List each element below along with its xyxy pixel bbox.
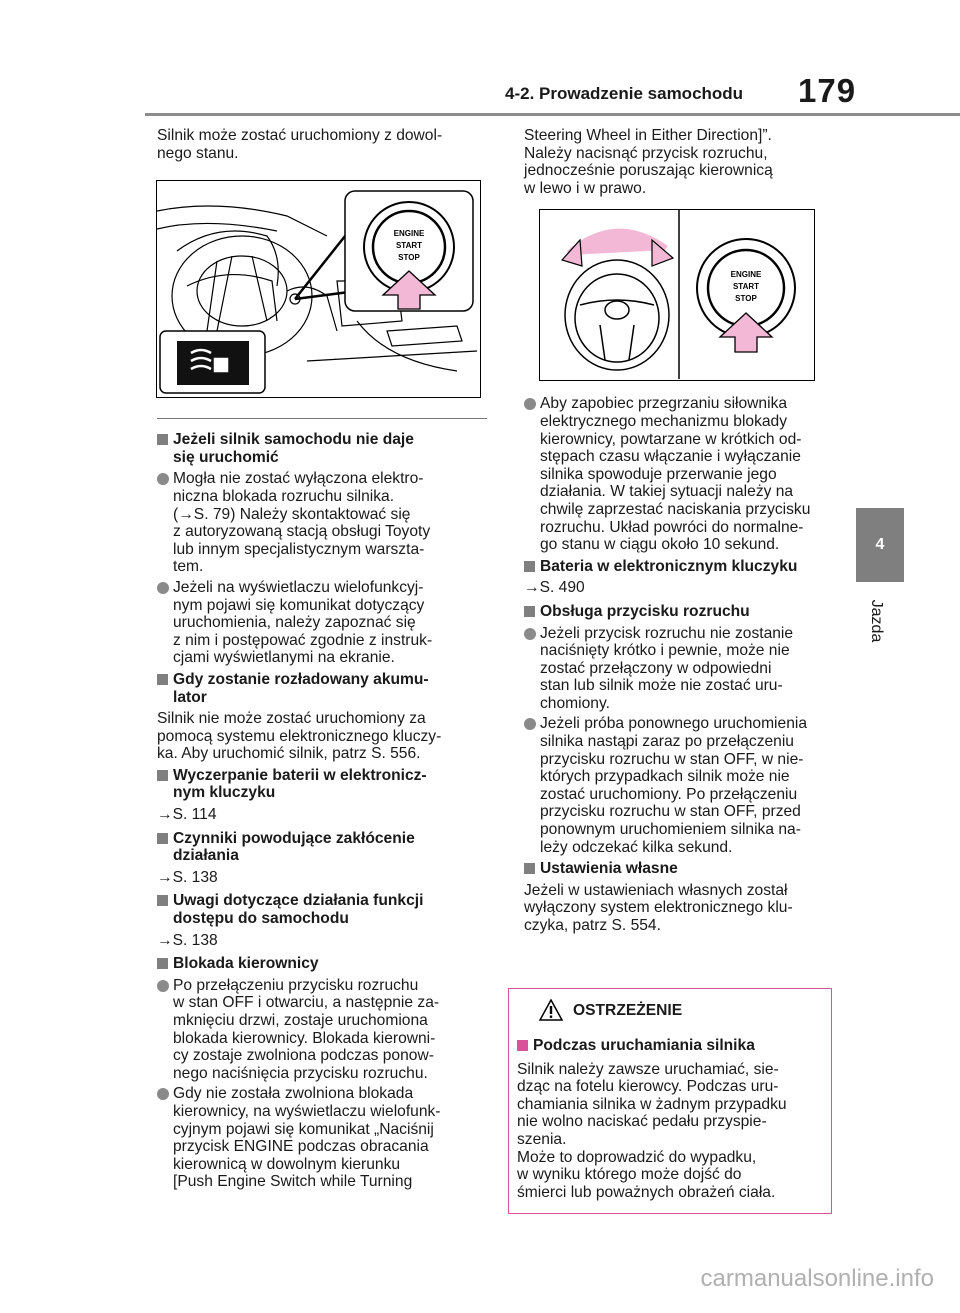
custom-settings-text: Jeżeli w ustawieniach własnych został wyłączony system elektronicznego klu- czyka, patrz S. 554. bbox=[524, 881, 793, 934]
left-column bbox=[157, 127, 487, 1194]
heading-interference: Czynniki powodujące zakłócenie działania bbox=[157, 830, 487, 865]
warning-title: OSTRZEŻENIE bbox=[573, 1002, 683, 1019]
button-label-start: START bbox=[395, 241, 423, 251]
battery-text: Silnik nie może zostać uruchomiony za pomocą systemu elektronicznego kluczy- ka. Aby uruchomić silnik, patrz S. 556. bbox=[157, 710, 442, 763]
heading-access-notes: Uwagi dotyczące działania funkcji dostępu do samochodu bbox=[157, 892, 487, 927]
bullet-press-firmly: Jeżeli przycisk rozruchu nie zostanie naciśnięty krótko i pewnie, może nie zostać przełączony w odpowiedni stan lub silnik może nie zostać uru- chomiony. bbox=[524, 625, 836, 713]
button-label-stop: STOP bbox=[398, 253, 420, 263]
ref-interference[interactable]: →S. 138 bbox=[157, 868, 218, 886]
warning-header bbox=[509, 989, 831, 1031]
intro-text: Silnik może zostać uruchomiony z dowol- nego stanu. bbox=[157, 127, 443, 162]
warning-text: Silnik należy zawsze uruchamiać, sie- dząc na fotelu kierowcy. Podczas uru- chamiania silnika w żadnym przypadku nie wolno naciskać pedału przyspie- szenia. Może to doprowadzić do wypadku, w wyniku którego może dojść do śmierci lub poważnych obrażeń ciała. bbox=[517, 1060, 787, 1201]
heading-key-battery-2: Bateria w elektronicznym kluczyku bbox=[524, 558, 836, 576]
warning-heading: Podczas uruchamiania silnika bbox=[517, 1037, 823, 1055]
heading-custom-settings: Ustawienia własne bbox=[524, 860, 836, 878]
heading-steering-lock: Blokada kierownicy bbox=[157, 955, 487, 973]
heading-battery-discharged: Gdy zostanie rozładowany akumu- lator bbox=[157, 671, 487, 706]
steering-wheel-icon bbox=[565, 260, 669, 370]
bullet-immobilizer: Mogła nie zostać wyłączona elektro- niczna blokada rozruchu silnika. (→S. 79) Należy skontaktować się z autoryzowaną stacją obsługi Toyoty lub innym specjalistycznym warszta- tem. bbox=[157, 470, 487, 576]
warning-box bbox=[508, 988, 832, 1214]
bullet-display-message: Jeżeli na wyświetlaczu wielofunkcyj- nym pojawi się komunikat dotyczący uruchomienia, należy zapoznać się z nim i postępować zgodnie z instruk- cjami wyświetlanymi na ekranie. bbox=[157, 579, 487, 667]
arrow-left-icon bbox=[562, 240, 582, 266]
ref-access-notes[interactable]: →S. 138 bbox=[157, 931, 218, 949]
page-number: 179 bbox=[798, 72, 857, 109]
figure-steering-and-button bbox=[539, 209, 815, 381]
bullet-overheat: Aby zapobiec przegrzaniu siłownika elektrycznego mechanizmu blokady kierownicy, powtarzane w krótkich od- stępach czasu włączanie i wyłączanie silnika spowoduje przerwanie jego działania. W takiej sytuacji należy na chwilę zaprzestać naciskania przycisku rozruchu. Układ powróci do normalne- go stanu w ciągu około 10 sekund. bbox=[524, 395, 836, 553]
button2-label-engine: ENGINE bbox=[730, 270, 762, 280]
chapter-tab[interactable]: 4 bbox=[856, 508, 904, 582]
header-rule bbox=[145, 113, 960, 116]
heading-key-battery: Wyczerpanie baterii w elektronicz- nym kluczyku bbox=[157, 767, 487, 802]
heading-engine-not-start: Jeżeli silnik samochodu nie daje się uruchomić bbox=[157, 431, 487, 466]
warning-triangle-icon bbox=[539, 999, 563, 1021]
bullet-restart-wait: Jeżeli próba ponownego uruchomienia silnika nastąpi zaraz po przełączeniu przycisku rozruchu w stan OFF, w nie- których przypadkach silnik może nie zostać uruchomiony. Po przełączeniu przycisku rozruchu w stan OFF, przed ponownym uruchomieniem silnika na- leży odczekać kilka sekund. bbox=[524, 715, 836, 856]
heading-button-operation: Obsługa przycisku rozruchu bbox=[524, 603, 836, 621]
continued-text: Steering Wheel in Either Direction]”. Należy nacisnąć przycisk rozruchu, jednocześnie poruszając kierownicą w lewo i w prawo. bbox=[524, 127, 773, 197]
right-column bbox=[524, 127, 836, 939]
dashboard-illustration bbox=[157, 181, 479, 396]
bullet-steering-lock-on: Po przełączeniu przycisku rozruchu w stan OFF i otwarciu, a następnie za- mknięciu drzwi, zostaje uruchomiona blokada kierownicy. Blokada kierowni- cy zostaje zwolniona podczas ponow- nego naciśnięcia przycisku rozruchu. bbox=[157, 977, 487, 1083]
steering-illustration bbox=[540, 210, 813, 379]
ref-key-battery[interactable]: →S. 114 bbox=[157, 806, 217, 824]
bullet-steering-lock-release: Gdy nie została zwolniona blokada kierownicy, na wyświetlaczu wielofunk- cyjnym pojawi się komunikat „Naciśnij przycisk ENGINE podczas obracania kierownicą w dowolnym kierunku [Push Engine Switch while Turning bbox=[157, 1085, 487, 1191]
button-label-engine: ENGINE bbox=[393, 229, 425, 239]
watermark: carmanualsonline.info bbox=[700, 1265, 934, 1292]
figure-dashboard-start-button bbox=[156, 180, 481, 398]
chapter-label: Jazda bbox=[868, 599, 885, 643]
section-title: 4-2. Prowadzenie samochodu bbox=[505, 84, 744, 103]
button2-label-start: START bbox=[732, 282, 760, 292]
button2-label-stop: STOP bbox=[735, 294, 757, 304]
ref-key-battery-2[interactable]: →S. 490 bbox=[524, 579, 585, 597]
